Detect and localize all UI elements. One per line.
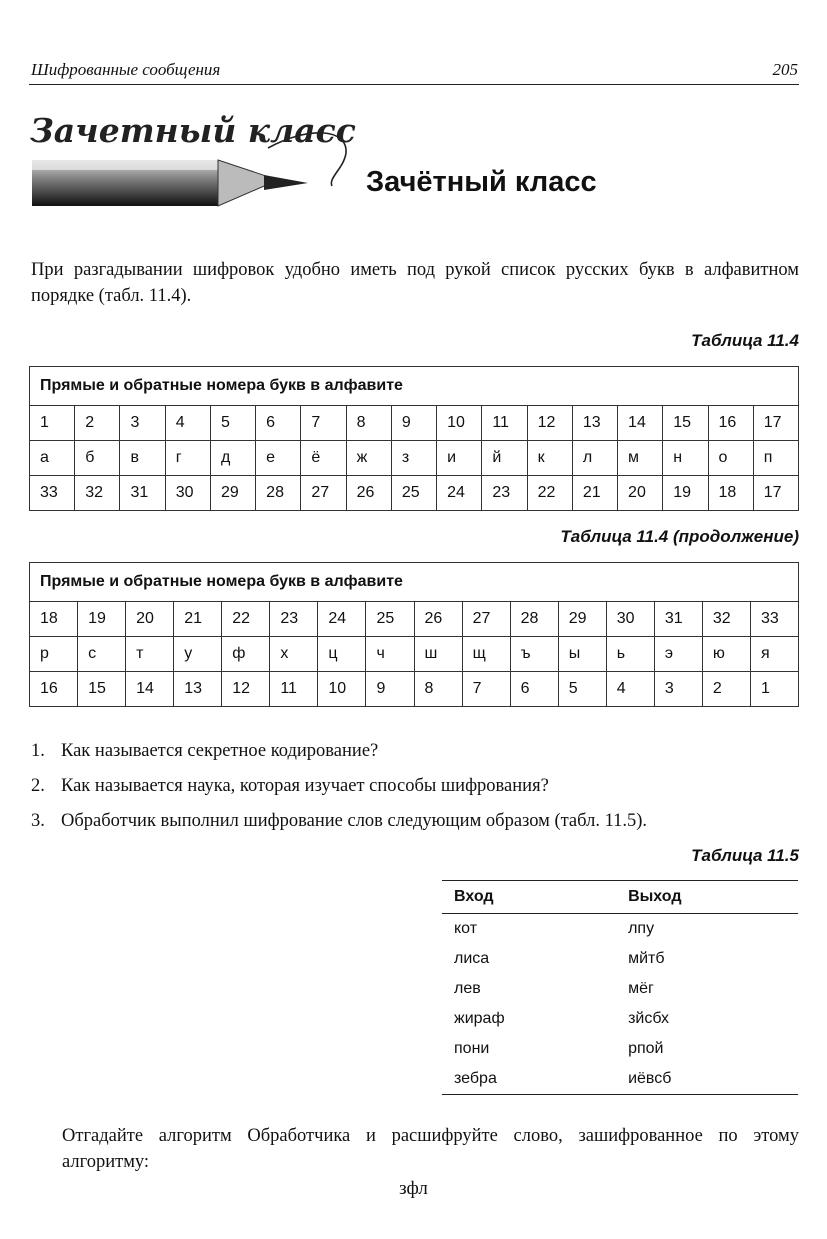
table-cell: з	[391, 441, 436, 476]
question-number: 2.	[31, 776, 45, 796]
table-cell: 31	[120, 476, 165, 511]
table-row	[30, 637, 799, 672]
table-cell: п	[753, 441, 798, 476]
table-cell: ю	[702, 637, 750, 672]
table-heading: Прямые и обратные номера букв в алфавите	[30, 563, 799, 602]
table-cell: 12	[527, 406, 572, 441]
table-cell: ё	[301, 441, 346, 476]
table-cell: 26	[414, 602, 462, 637]
table-caption: Таблица 11.5	[691, 846, 799, 865]
table-row	[30, 476, 799, 511]
table-cell: ч	[366, 637, 414, 672]
table-cell: 14	[126, 672, 174, 707]
table-cell: р	[30, 637, 78, 672]
table-cell: ь	[606, 637, 654, 672]
table-cell: 19	[663, 476, 708, 511]
table-cell: 30	[606, 602, 654, 637]
table-cell: г	[165, 441, 210, 476]
table-cell: с	[78, 637, 126, 672]
table-cell: 25	[391, 476, 436, 511]
table-cell: 5	[210, 406, 255, 441]
table-cell: й	[482, 441, 527, 476]
pencil-banner-icon	[28, 108, 358, 218]
table-heading: Прямые и обратные номера букв в алфавите	[30, 367, 799, 406]
table-cell: 8	[414, 672, 462, 707]
table-row	[30, 441, 799, 476]
table-cell: лиса	[454, 950, 490, 967]
question-text: Обработчик выполнил шифрование слов следующим образом (табл. 11.5).	[61, 811, 648, 831]
table-row	[30, 406, 799, 441]
table-cell: 4	[165, 406, 210, 441]
column-header: Выход	[616, 881, 798, 914]
table-cell: 18	[708, 476, 753, 511]
final-paragraph: Отгадайте алгоритм Обработчика и расшифруйте слово, зашифрованное по этому алгоритму:	[62, 1126, 799, 1172]
table-cell: 27	[462, 602, 510, 637]
table-cell: 20	[126, 602, 174, 637]
table-cell: 2	[702, 672, 750, 707]
table-cell: 7	[301, 406, 346, 441]
table-cell: 10	[437, 406, 482, 441]
question-number: 3.	[31, 811, 45, 831]
table-cell: 23	[270, 602, 318, 637]
table-cell: н	[663, 441, 708, 476]
table-cell: лпу	[628, 920, 655, 937]
page-number: 205	[772, 60, 798, 79]
table-cell: 21	[572, 476, 617, 511]
table-cell: 5	[558, 672, 606, 707]
table-row	[442, 944, 798, 974]
table-cell: 24	[437, 476, 482, 511]
table-cell: ц	[318, 637, 366, 672]
table-cell: ж	[346, 441, 391, 476]
table-cell: 15	[663, 406, 708, 441]
column-header: Вход	[442, 881, 616, 914]
table-cell: ъ	[510, 637, 558, 672]
table-cell: 9	[391, 406, 436, 441]
table-cell: 7	[462, 672, 510, 707]
table-caption-continued: Таблица 11.4 (продолжение)	[560, 527, 799, 546]
table-cell: ф	[222, 637, 270, 672]
table-caption: Таблица 11.4	[691, 331, 799, 350]
table-cell: жираф	[454, 1010, 505, 1027]
table-cell: я	[750, 637, 798, 672]
table-cell: 9	[366, 672, 414, 707]
table-cell: 1	[750, 672, 798, 707]
table-cell: кот	[454, 920, 478, 937]
question-list	[31, 734, 801, 839]
table-row	[442, 1034, 798, 1064]
table-row	[30, 602, 799, 637]
table-cell: у	[174, 637, 222, 672]
cipher-word: зфл	[399, 1178, 428, 1199]
table-cell: 28	[256, 476, 301, 511]
table-row	[442, 914, 798, 945]
table-cell: 23	[482, 476, 527, 511]
table-row	[442, 974, 798, 1004]
running-header-section: Шифрованные сообщения	[31, 60, 221, 79]
table-cell: мйтб	[628, 950, 665, 967]
table-cell: лев	[454, 980, 481, 997]
table-cell: х	[270, 637, 318, 672]
table-cell: иёвсб	[616, 1064, 798, 1095]
table-cell: 11	[270, 672, 318, 707]
input-output-table	[442, 880, 798, 1095]
alphabet-table-part2	[29, 562, 799, 707]
table-cell: 17	[753, 476, 798, 511]
table-cell: 15	[78, 672, 126, 707]
question-text: Как называется секретное кодирование?	[61, 741, 379, 761]
table-cell: м	[618, 441, 663, 476]
table-cell: 1	[30, 406, 75, 441]
alphabet-table-part1	[29, 366, 799, 511]
table-cell: 33	[750, 602, 798, 637]
table-row	[442, 1004, 798, 1034]
table-cell: щ	[462, 637, 510, 672]
question-item	[31, 734, 801, 769]
table-cell: мёг	[628, 980, 654, 997]
table-cell: 22	[222, 602, 270, 637]
table-cell: к	[527, 441, 572, 476]
table-cell: 22	[527, 476, 572, 511]
table-cell: 3	[654, 672, 702, 707]
table-row	[30, 672, 799, 707]
table-cell: 29	[558, 602, 606, 637]
table-cell: 14	[618, 406, 663, 441]
table-cell: 10	[318, 672, 366, 707]
question-item	[31, 804, 801, 839]
table-cell: и	[437, 441, 482, 476]
table-cell: пони	[454, 1040, 490, 1057]
table-cell: 11	[482, 406, 527, 441]
table-cell: 31	[654, 602, 702, 637]
table-cell: д	[210, 441, 255, 476]
table-cell: о	[708, 441, 753, 476]
table-cell: э	[654, 637, 702, 672]
question-number: 1.	[31, 741, 45, 761]
table-cell: б	[75, 441, 120, 476]
table-cell: 13	[572, 406, 617, 441]
table-cell: 12	[222, 672, 270, 707]
table-cell: рпой	[628, 1040, 664, 1057]
table-cell: 13	[174, 672, 222, 707]
table-cell: т	[126, 637, 174, 672]
table-cell: 2	[75, 406, 120, 441]
table-cell: 6	[510, 672, 558, 707]
table-cell: 33	[30, 476, 75, 511]
question-item	[31, 769, 801, 804]
table-cell: 16	[30, 672, 78, 707]
table-cell: 29	[210, 476, 255, 511]
table-cell: 32	[702, 602, 750, 637]
table-cell: 3	[120, 406, 165, 441]
table-cell: зебра	[442, 1064, 616, 1095]
chapter-title: Зачётный класс	[366, 166, 597, 198]
table-cell: а	[30, 441, 75, 476]
table-cell: зйсбх	[628, 1010, 669, 1027]
table-cell: в	[120, 441, 165, 476]
table-cell: 30	[165, 476, 210, 511]
table-cell: 6	[256, 406, 301, 441]
table-cell: ы	[558, 637, 606, 672]
table-cell: 25	[366, 602, 414, 637]
table-cell: е	[256, 441, 301, 476]
question-text: Как называется наука, которая изучает способы шифрования?	[61, 776, 549, 796]
header-divider	[29, 84, 799, 85]
table-cell: 17	[753, 406, 798, 441]
table-cell: 16	[708, 406, 753, 441]
table-cell: 32	[75, 476, 120, 511]
table-cell: 28	[510, 602, 558, 637]
table-cell: 19	[78, 602, 126, 637]
table-cell: 21	[174, 602, 222, 637]
table-cell: 27	[301, 476, 346, 511]
table-cell: ш	[414, 637, 462, 672]
table-cell: 18	[30, 602, 78, 637]
table-cell: 8	[346, 406, 391, 441]
table-cell: л	[572, 441, 617, 476]
table-cell: 26	[346, 476, 391, 511]
table-cell: 24	[318, 602, 366, 637]
table-row	[442, 1064, 798, 1095]
banner-script-text: Зачетный класс	[30, 111, 356, 150]
intro-paragraph: При разгадывании шифровок удобно иметь под рукой список русских букв в алфавитном порядке (табл. 11.4).	[31, 260, 799, 306]
table-cell: 20	[618, 476, 663, 511]
table-cell: 4	[606, 672, 654, 707]
